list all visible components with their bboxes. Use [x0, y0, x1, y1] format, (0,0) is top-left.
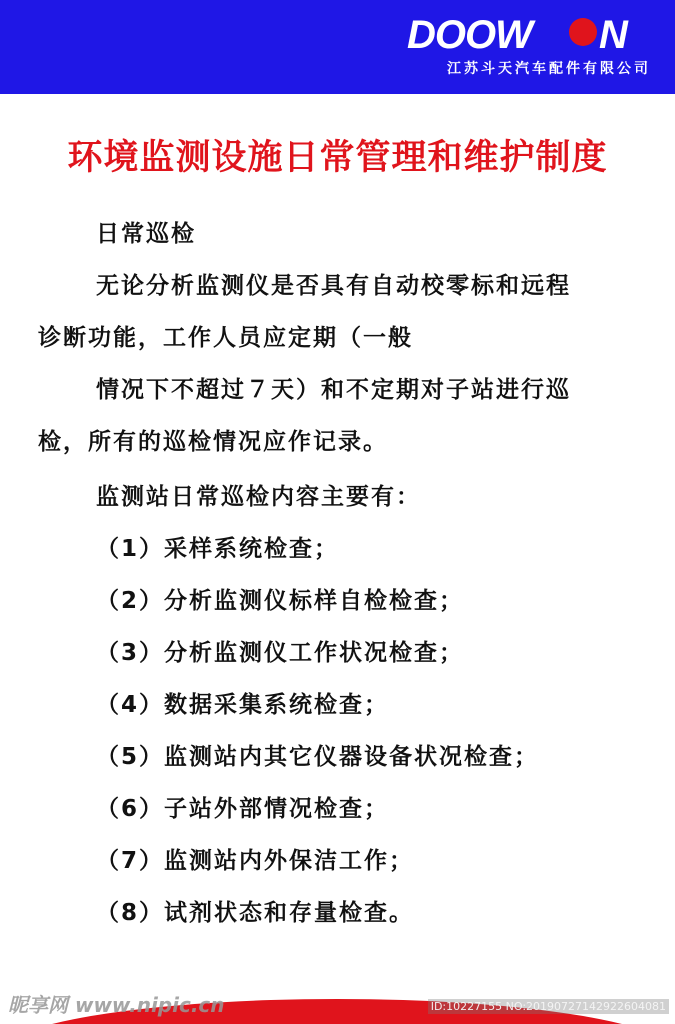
- list-item: （6）子站外部情况检查；: [96, 796, 390, 822]
- paragraph-line: 情况下不超过７天）和不定期对子站进行巡: [96, 377, 571, 403]
- svg-text:DOOW: DOOW: [407, 13, 532, 54]
- list-item: （2）分析监测仪标样自检检查；: [96, 588, 465, 614]
- paragraph-line: 诊断功能，工作人员应定期（一般: [38, 325, 413, 351]
- header-banner: [0, 0, 675, 94]
- doowon-logo: [407, 10, 647, 54]
- watermark-right: ID:10227155 NO:20190727142922604081: [428, 999, 669, 1014]
- list-item: （7）监测站内外保洁工作；: [96, 848, 415, 874]
- list-item: （4）数据采集系统检查；: [96, 692, 390, 718]
- paragraph-line: 检，所有的巡检情况应作记录。: [38, 429, 388, 455]
- page-title: 环境监测设施日常管理和维护制度: [67, 138, 608, 178]
- svg-text:N: N: [599, 13, 628, 54]
- watermark-left: 昵享网 www.nipic.cn: [8, 993, 225, 1017]
- company-name: 江苏斗天汽车配件有限公司: [447, 61, 651, 77]
- section-heading: 日常巡检: [96, 221, 196, 247]
- list-item: （8）试剂状态和存量检查。: [96, 900, 415, 926]
- list-item: （1）采样系统检查；: [96, 536, 340, 562]
- list-intro: 监测站日常巡检内容主要有：: [96, 484, 421, 510]
- list-item: （5）监测站内其它仪器设备状况检查；: [96, 744, 540, 770]
- paragraph-line: 无论分析监测仪是否具有自动校零标和远程: [96, 273, 571, 299]
- list-item: （3）分析监测仪工作状况检查；: [96, 640, 465, 666]
